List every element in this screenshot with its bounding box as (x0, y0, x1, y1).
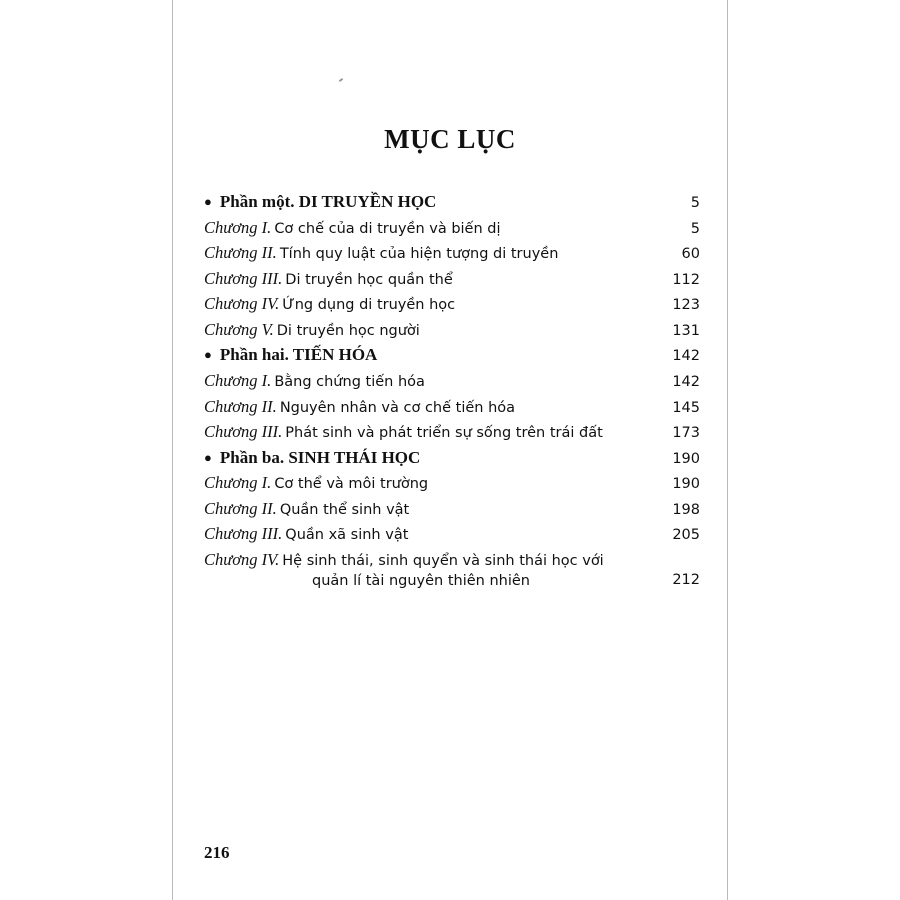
chapter-title: Hệ sinh thái, sinh quyển và sinh thái học với (282, 553, 604, 569)
toc-chapter (204, 522, 700, 546)
chapter-title: Tính quy luật của hiện tượng di truyền (279, 246, 559, 262)
page-number: 190 (672, 476, 700, 492)
toc-chapter (204, 216, 700, 240)
chapter-prefix: Chương I. (204, 218, 272, 237)
page-title: MỤC LỤC (384, 124, 516, 154)
chapter-title: Cơ thể và môi trường (274, 476, 429, 492)
chapter-prefix: Chương III. (204, 422, 283, 441)
chapter-prefix: Chương III. (204, 269, 283, 288)
page-number: 60 (681, 246, 700, 262)
toc-part (204, 190, 700, 214)
part-label: Phần hai. TIẾN HÓA (219, 345, 378, 364)
page-number: 145 (672, 400, 700, 416)
chapter-title: Di truyền học quần thể (285, 272, 453, 288)
chapter-prefix: Chương IV. (204, 294, 280, 313)
chapter-title: Ứng dụng di truyền học (282, 297, 456, 313)
toc-chapter (204, 318, 700, 342)
bullet-icon: ● (204, 194, 212, 209)
page-number: 5 (690, 221, 700, 237)
toc-chapter (204, 497, 700, 521)
folio-page-number: 216 (204, 843, 230, 862)
chapter-title: Quần thể sinh vật (279, 502, 410, 518)
toc-chapter (204, 267, 700, 291)
bullet-icon: ● (204, 347, 212, 362)
toc-chapter (204, 550, 700, 591)
chapter-title: Cơ chế của di truyền và biến dị (274, 221, 501, 237)
chapter-prefix: Chương V. (204, 320, 274, 339)
chapter-title: Quần xã sinh vật (285, 527, 409, 543)
toc-chapter (204, 471, 700, 495)
page-number: 173 (672, 425, 700, 441)
chapter-prefix: Chương I. (204, 473, 272, 492)
part-label: Phần một. DI TRUYỀN HỌC (219, 192, 437, 211)
page-number: 198 (672, 502, 700, 518)
toc-part (204, 343, 700, 367)
chapter-title-continued: quản lí tài nguyên thiên nhiên (312, 573, 530, 589)
toc-chapter (204, 241, 700, 265)
page-number: 123 (672, 297, 700, 313)
chapter-title: Nguyên nhân và cơ chế tiến hóa (279, 400, 516, 416)
page-number: 212 (672, 572, 700, 588)
chapter-title: Bằng chứng tiến hóa (274, 374, 425, 390)
page-number: 131 (672, 323, 700, 339)
toc-chapter (204, 395, 700, 419)
chapter-prefix: Chương I. (204, 371, 272, 390)
page-number: 5 (690, 195, 700, 211)
page-number: 142 (672, 348, 700, 364)
chapter-prefix: Chương II. (204, 499, 277, 518)
bullet-icon: ● (204, 450, 212, 465)
chapter-prefix: Chương II. (204, 243, 277, 262)
toc-chapter (204, 420, 700, 444)
toc-chapter (204, 292, 700, 316)
chapter-title: Di truyền học người (276, 323, 420, 339)
chapter-prefix: Chương III. (204, 524, 283, 543)
chapter-prefix: Chương IV. (204, 550, 280, 569)
page-number: 142 (672, 374, 700, 390)
page-number: 112 (672, 272, 700, 288)
chapter-title: Phát sinh và phát triển sự sống trên trái đất (285, 425, 603, 441)
toc-part (204, 446, 700, 470)
page-number: 190 (672, 451, 700, 467)
page-number: 205 (672, 527, 700, 543)
toc-chapter (204, 369, 700, 393)
part-label: Phần ba. SINH THÁI HỌC (219, 448, 421, 467)
chapter-prefix: Chương II. (204, 397, 277, 416)
